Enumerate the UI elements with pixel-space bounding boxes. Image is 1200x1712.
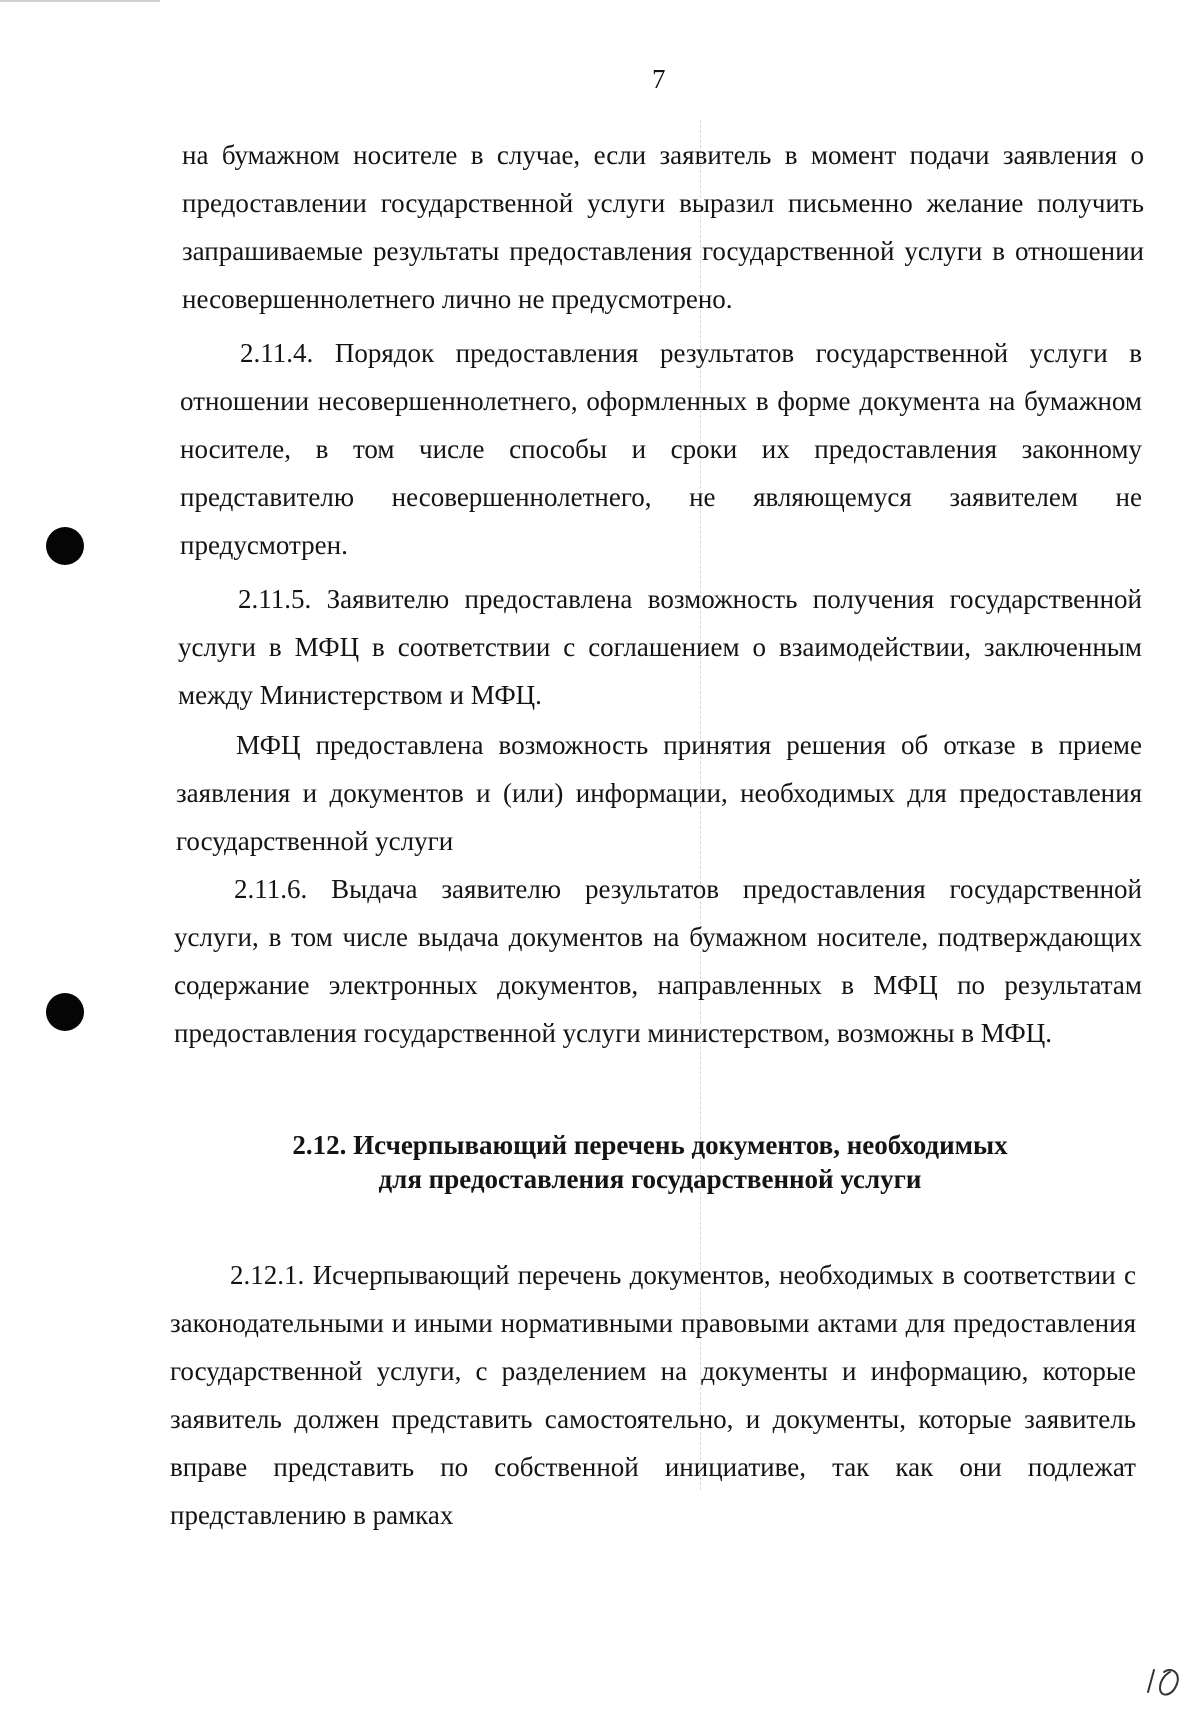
handwritten-page-number — [1140, 1662, 1186, 1702]
paragraph-2-11-4: 2.11.4. Порядок предоставления результатов государственной услуги в отношении несовершеннолетнего, оформленных в форме документа на бумажном носителе, в том числе способы и сроки их предоставления законному представителю несовершеннолетнего, не являющемуся заявителем не предусмотрен. — [180, 338, 1142, 560]
section-heading-2-12 — [200, 1128, 1100, 1196]
page-number: 7 — [652, 64, 666, 94]
paragraph-2-12-1: 2.12.1. Исчерпывающий перечень документов, необходимых в соответствии с законодательными и иными нормативными правовыми актами для предоставления государственной услуги, с разделением на документы и информацию, которые заявитель должен представить самостоятельно, и документы, которые заявитель вправе представить по собственной инициативе, так как они подлежат представлению в рамках — [170, 1260, 1136, 1530]
paragraph-mfc-refusal: МФЦ предоставлена возможность принятия решения об отказе в приеме заявления и документов и (или) информации, необходимых для предоставления государственной услуги — [176, 730, 1142, 856]
paragraph-2-11-6: 2.11.6. Выдача заявителю результатов предоставления государственной услуги, в том числе выдача документов на бумажном носителе, подтверждающих содержание электронных документов, направленных в МФЦ по результатам предоставления государственной услуги министерством, возможны в МФЦ. — [174, 874, 1142, 1048]
punch-hole — [46, 527, 84, 565]
paragraph-intro: на бумажном носителе в случае, если заявитель в момент подачи заявления о предоставлении государственной услуги выразил письменно желание получить запрашиваемые результаты предоставления государственной услуги в отношении несовершеннолетнего лично не предусмотрено. — [182, 140, 1144, 314]
paragraph-2-11-5: 2.11.5. Заявителю предоставлена возможность получения государственной услуги в МФЦ в соответствии с соглашением о взаимодействии, заключенным между Министерством и МФЦ. — [178, 584, 1142, 710]
section-heading-line-2: для предоставления государственной услуги — [378, 1164, 922, 1194]
scan-edge-line — [0, 0, 160, 2]
punch-hole — [46, 993, 84, 1031]
section-heading-line-1: 2.12. Исчерпывающий перечень документов, необходимых — [292, 1130, 1008, 1160]
